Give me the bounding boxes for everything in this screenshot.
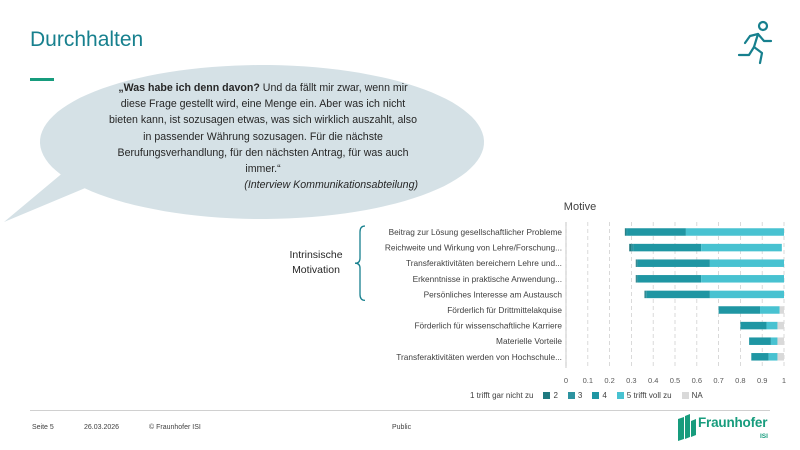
category-label: Reichweite und Wirkung von Lehre/Forschung... — [384, 242, 562, 253]
chart-legend — [470, 391, 703, 400]
bar-segment — [636, 259, 637, 267]
logo-name: Fraunhofer — [698, 415, 768, 430]
footer-page: Seite 5 — [32, 424, 54, 431]
category-label: Transferaktivitäten bereichern Lehre und... — [405, 258, 562, 269]
legend-swatch — [592, 392, 599, 399]
bar-segment — [751, 353, 768, 361]
x-tick-label: 0.6 — [691, 376, 703, 385]
legend-label: 1 trifft gar nicht zu — [470, 391, 534, 400]
legend-label: 4 — [602, 391, 607, 400]
bar-segment — [771, 337, 778, 345]
category-label: Förderlich für Drittmittelakquise — [447, 305, 562, 315]
bar-segment — [701, 244, 782, 252]
category-label: Erkenntnisse in praktische Anwendung... — [412, 273, 562, 284]
x-tick-label: 0 — [563, 376, 569, 385]
bar-segment — [710, 259, 784, 267]
x-tick-label: 0.9 — [756, 376, 768, 385]
bar-segment — [636, 275, 637, 283]
bar-segment — [701, 275, 784, 283]
bar-segment — [638, 275, 701, 283]
bar-segment — [777, 337, 784, 345]
bar-segment — [769, 353, 778, 361]
x-tick-label: 0.4 — [647, 376, 659, 385]
bar-segment — [634, 244, 702, 252]
bar-segment — [627, 228, 686, 236]
category-label: Transferaktivitäten werden von Hochschule... — [396, 351, 562, 362]
x-tick-label: 0.7 — [713, 376, 724, 385]
category-label: Materielle Vorteile — [496, 336, 562, 347]
footer-copyright: © Fraunhofer ISI — [149, 424, 201, 431]
bar-segment — [777, 322, 784, 330]
legend-label: NA — [691, 391, 703, 400]
page-title: Durchhalten — [30, 28, 144, 51]
quote-question: „Was habe ich denn davon? — [118, 82, 260, 94]
bar-segment — [740, 322, 766, 330]
category-label: Beitrag zur Lösung gesellschaftlicher Probleme — [388, 227, 562, 237]
bar-segment — [637, 275, 638, 283]
bar-segment — [760, 306, 780, 314]
x-tick-label: 0.1 — [582, 376, 594, 385]
logo-sub: ISI — [760, 433, 768, 440]
legend-item — [617, 391, 672, 400]
bar-segment — [767, 322, 778, 330]
legend-item — [543, 391, 557, 400]
x-tick-label: 0.3 — [626, 376, 637, 385]
x-tick-label: 0.5 — [669, 376, 681, 385]
bar-segment — [719, 306, 760, 314]
footer-classification: Public — [392, 424, 412, 431]
bar-segment — [710, 291, 784, 299]
bar-segment — [647, 291, 710, 299]
x-tick-label: 0.8 — [735, 376, 746, 385]
brace-label: Intrinsische Motivation — [289, 249, 343, 276]
quote-source: (Interview Kommunikationsabteilung) — [244, 179, 418, 192]
legend-label: 2 — [553, 391, 558, 400]
bar-segment — [686, 228, 784, 236]
category-label: Förderlich für wissenschaftliche Karriere — [414, 320, 562, 331]
bar-segment — [646, 291, 647, 299]
legend-item — [568, 391, 582, 400]
x-tick-label: 0.2 — [604, 376, 615, 385]
footer-divider — [30, 410, 770, 411]
chart-title: Motive — [563, 201, 597, 213]
legend-swatch — [682, 392, 689, 399]
bar-segment — [637, 259, 638, 267]
legend-swatch — [543, 392, 550, 399]
footer-date: 26.03.2026 — [84, 424, 120, 431]
legend-swatch — [617, 392, 624, 399]
legend-label: 3 — [577, 391, 583, 400]
x-tick-label: 1 — [781, 376, 787, 385]
legend-item — [470, 391, 533, 400]
bar-segment — [626, 228, 627, 236]
legend-label: 5 trifft voll zu — [626, 391, 672, 400]
bar-segment — [644, 291, 645, 299]
bar-segment — [629, 244, 631, 252]
category-label: Persönliches Interesse am Austausch — [423, 289, 562, 300]
legend-item — [592, 391, 606, 400]
bar-segment — [777, 353, 784, 361]
brace-shape — [355, 226, 365, 300]
bar-segment — [631, 244, 633, 252]
bar-segment — [625, 228, 626, 236]
bar-segment — [638, 259, 710, 267]
bar-segment — [780, 306, 784, 314]
quote-text: Und da fällt mir zwar, wenn mir diese Frage gestellt wird, eine Menge ein. Aber was ich nicht bieten kann, ist sozusagen etwas, was sich wirklich auszahlt, also in passender Währung sozusagen. Für die nächste Berufungsverhandlung, für den nächsten Antrag, für was auch immer.“ — [109, 82, 417, 176]
legend-item — [682, 391, 703, 400]
bar-segment — [749, 337, 771, 345]
legend-swatch — [568, 392, 575, 399]
